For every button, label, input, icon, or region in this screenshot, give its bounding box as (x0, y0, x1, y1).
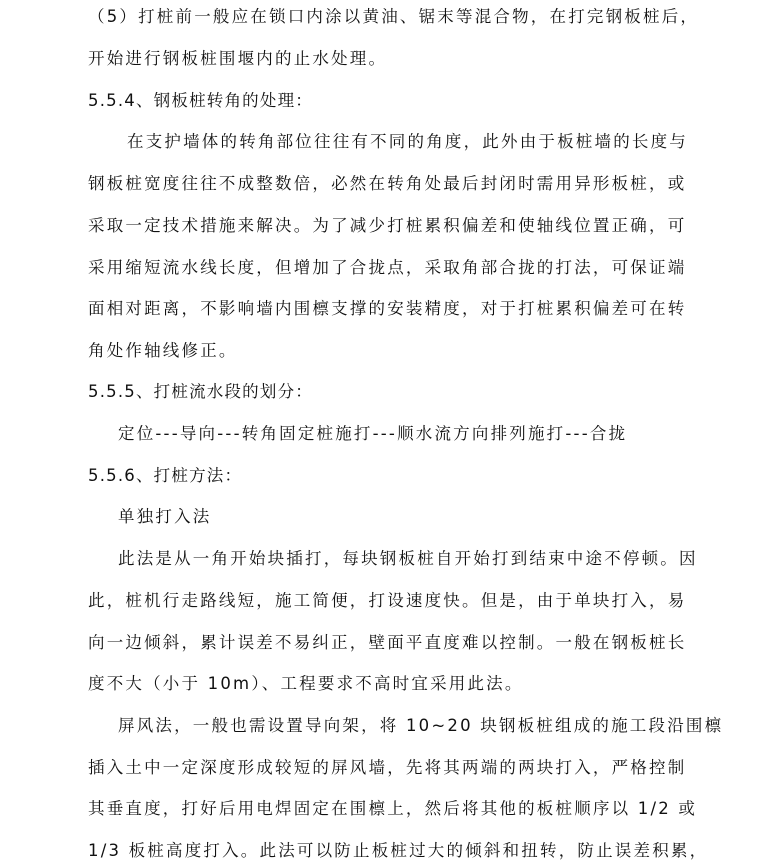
subheading: 单独打入法 (118, 507, 212, 526)
paragraph-line: 在支护墙体的转角部位往往有不同的角度，此外由于板桩墙的长度与 (127, 132, 688, 151)
paragraph-line: 钢板桩宽度往往不成整数倍，必然在转角处最后封闭时需用异形板桩，或 (88, 174, 687, 193)
paragraph-line: 屏风法，一般也需设置导向架，将 10~20 块钢板桩组成的施工段沿围檩 (118, 716, 724, 735)
paragraph-line: 向一边倾斜，累计误差不易纠正，壁面平直度难以控制。一般在钢板桩长 (88, 633, 687, 652)
paragraph-line: 采用缩短流水线长度，但增加了合拢点，采取角部合拢的打法，可保证端 (88, 258, 687, 277)
paragraph-line: （5）打桩前一般应在锁口内涂以黄油、锯末等混合物，在打完钢板桩后， (88, 7, 700, 26)
paragraph-line: 开始进行钢板桩围堰内的止水处理。 (88, 49, 388, 68)
paragraph-line: 其垂直度，打好后用电焊固定在围檩上，然后将其他的板桩顺序以 1/2 或 (88, 799, 698, 818)
paragraph-line: 此法是从一角开始块插打，每块钢板桩自开始打到结束中途不停顿。因 (118, 549, 698, 568)
paragraph-line: 面相对距离，不影响墙内围檩支撑的安装精度，对于打桩累积偏差可在转 (88, 299, 687, 318)
section-heading: 5.5.4、钢板桩转角的处理： (88, 91, 313, 110)
paragraph-line: 定位---导向---转角固定桩施打---顺水流方向排列施打---合拢 (118, 424, 628, 443)
paragraph-line: 此，桩机行走路线短，施工简便，打设速度快。但是，由于单块打入，易 (88, 591, 687, 610)
paragraph-line: 采取一定技术措施来解决。为了减少打桩累积偏差和使轴线位置正确，可 (88, 216, 687, 235)
paragraph-line: 1/3 板桩高度打入。此法可以防止板桩过大的倾斜和扭转，防止误差积累， (88, 841, 709, 860)
section-heading: 5.5.5、打桩流水段的划分： (88, 382, 313, 401)
paragraph-line: 度不大（小于 10m）、工程要求不高时宜采用此法。 (88, 674, 524, 693)
paragraph-line: 角处作轴线修正。 (88, 341, 238, 360)
paragraph-line: 插入土中一定深度形成较短的屏风墙，先将其两端的两块打入，严格控制 (88, 758, 687, 777)
section-heading: 5.5.6、打桩方法： (88, 466, 243, 485)
